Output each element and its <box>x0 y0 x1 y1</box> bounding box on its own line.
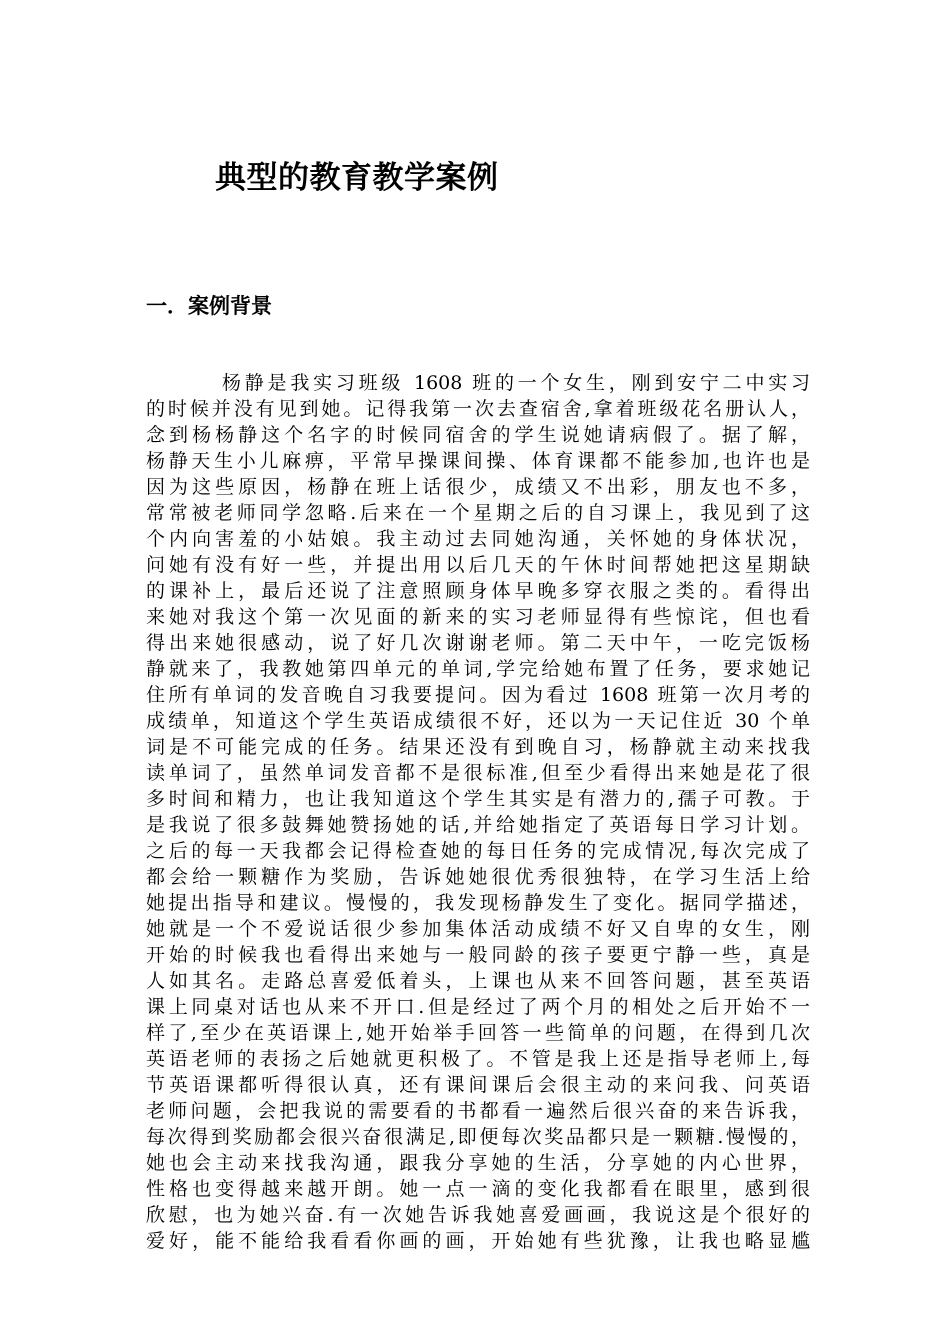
document-title: 典型的教育教学案例 <box>215 160 499 196</box>
section-body <box>146 370 810 1254</box>
body-line: 静就来了，我教她第四单元的单词,学完给她布置了任务，要求她记 <box>146 658 810 680</box>
body-line: 她就是一个不爱说话很少参加集体活动成绩不好又自卑的女生，刚 <box>146 918 810 940</box>
body-line: 爱好，能不能给我看看你画的画，开始她有些犹豫，让我也略显尴 <box>146 1230 810 1252</box>
body-line: 她提出指导和建议。慢慢的，我发现杨静发生了变化。据同学描述， <box>146 892 810 914</box>
body-line: 她也会主动来找我沟通，跟我分享她的生活，分享她的内心世界， <box>146 1152 810 1174</box>
body-line: 性格也变得越来越开朗。她一点一滴的变化我都看在眼里，感到很 <box>146 1178 810 1200</box>
body-line: 人如其名。走路总喜爱低着头，上课也从来不回答问题，甚至英语 <box>146 970 810 992</box>
body-line: 每次得到奖励都会很兴奋很满足,即便每次奖品都只是一颗糖.慢慢的， <box>146 1126 810 1148</box>
body-line: 个内向害羞的小姑娘。我主动过去同她沟通，关怀她的身体状况， <box>146 528 810 550</box>
body-line: 词是不可能完成的任务。结果还没有到晚自习，杨静就主动来找我 <box>146 736 810 758</box>
body-line: 开始的时候我也看得出来她与一般同龄的孩子要更宁静一些，真是 <box>146 944 810 966</box>
body-line: 得出来她很感动，说了好几次谢谢老师。第二天中午，一吃完饭杨 <box>146 632 810 654</box>
body-line: 老师问题，会把我说的需要看的书都看一遍然后很兴奋的来告诉我， <box>146 1100 810 1122</box>
body-line: 杨静天生小儿麻痹，平常早操课间操、体育课都不能参加,也许也是 <box>146 450 810 472</box>
body-line: 英语老师的表扬之后她就更积极了。不管是我上还是指导老师上,每 <box>146 1048 810 1070</box>
body-line: 欣慰，也为她兴奋.有一次她告诉我她喜爱画画，我说这是个很好的 <box>146 1204 810 1226</box>
body-line: 成绩单，知道这个学生英语成绩很不好，还以为一天记住近 30 个单 <box>146 710 810 732</box>
body-line: 之后的每一天我都会记得检查她的每日任务的完成情况,每次完成了 <box>146 840 810 862</box>
body-line: 念到杨杨静这个名字的时候同宿舍的学生说她请病假了。据了解， <box>146 424 810 446</box>
body-line: 杨静是我实习班级 1608 班的一个女生，刚到安宁二中实习 <box>222 372 810 394</box>
body-line: 因为这些原因，杨静在班上话很少，成绩又不出彩，朋友也不多， <box>146 476 810 498</box>
body-line: 多时间和精力，也让我知道这个学生其实是有潜力的,孺子可教。于 <box>146 788 810 810</box>
body-line: 课上同桌对话也从来不开口.但是经过了两个月的相处之后开始不一 <box>146 996 810 1018</box>
body-line: 是我说了很多鼓舞她赞扬她的话,并给她指定了英语每日学习计划。 <box>146 814 810 836</box>
body-line: 样了,至少在英语课上,她开始举手回答一些简单的问题，在得到几次 <box>146 1022 810 1044</box>
body-line: 常常被老师同学忽略.后来在一个星期之后的自习课上，我见到了这 <box>146 502 810 524</box>
body-line: 住所有单词的发音晚自习我要提问。因为看过 1608 班第一次月考的 <box>146 684 810 706</box>
body-line: 问她有没有好一些，并提出用以后几天的午休时间帮她把这星期缺 <box>146 554 810 576</box>
body-line: 都会给一颗糖作为奖励，告诉她她很优秀很独特，在学习生活上给 <box>146 866 810 888</box>
body-line: 的课补上，最后还说了注意照顾身体早晚多穿衣服之类的。看得出 <box>146 580 810 602</box>
body-line: 来她对我这个第一次见面的新来的实习老师显得有些惊诧，但也看 <box>146 606 810 628</box>
body-line: 读单词了，虽然单词发音都不是很标准,但至少看得出来她是花了很 <box>146 762 810 784</box>
body-line: 的时候并没有见到她。记得我第一次去查宿舍,拿着班级花名册认人， <box>146 398 810 420</box>
section-heading: 一．案例背景 <box>146 293 272 318</box>
body-line: 节英语课都听得很认真，还有课间课后会很主动的来问我、问英语 <box>146 1074 810 1096</box>
